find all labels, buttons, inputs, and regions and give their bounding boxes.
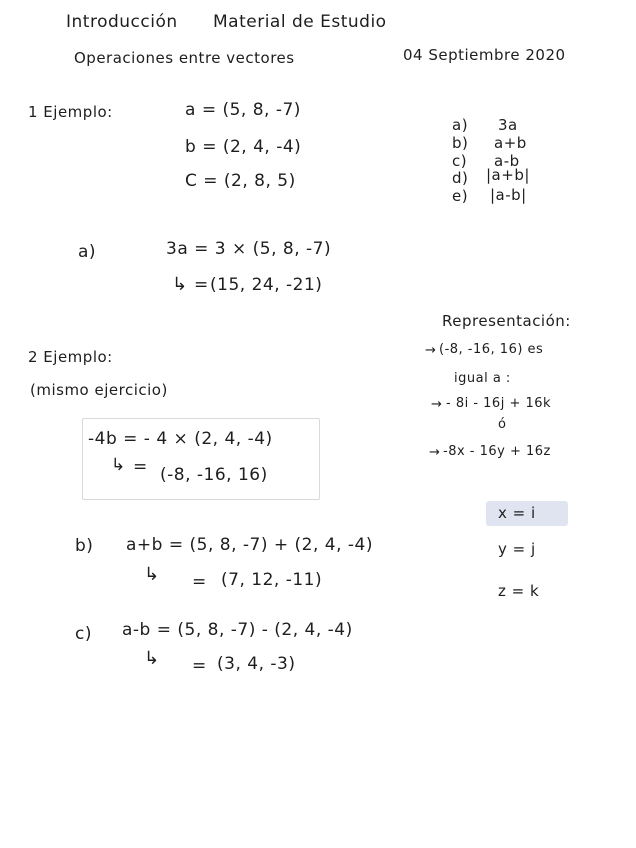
box-line2-eq: = (133, 457, 148, 477)
representation-line1: (-8, -16, 16) es (439, 342, 544, 357)
representation-line5: -8x - 16y + 16z (443, 444, 551, 459)
arrow-icon: → (425, 343, 437, 358)
vector-b: b = (2, 4, -4) (185, 137, 302, 157)
task-expr: |a+b| (486, 166, 530, 184)
vector-c: C = (2, 8, 5) (185, 171, 296, 191)
material-title: Material de Estudio (213, 12, 387, 32)
task-letter: d) (452, 169, 469, 187)
example2-label: 2 Ejemplo: (28, 348, 113, 366)
box-line2: (-8, -16, 16) (160, 465, 268, 485)
task-letter: e) (452, 187, 469, 205)
task-expr: a+b (494, 134, 527, 152)
task-letter: b) (452, 134, 469, 152)
representation-line4: ó (498, 417, 507, 432)
example2-note: (mismo ejercicio) (30, 381, 168, 399)
task-expr: |a-b| (490, 186, 527, 204)
part-b-line2: (7, 12, -11) (221, 570, 323, 590)
arrow-icon: → (431, 397, 443, 412)
vector-a: a = (5, 8, -7) (185, 100, 301, 120)
part-c-line2-eq: = (192, 656, 207, 676)
representation-line3: - 8i - 16j + 16k (446, 396, 552, 411)
representation-title: Representación: (442, 312, 571, 330)
part-c-line2: (3, 4, -3) (217, 654, 296, 674)
representation-line2: igual a : (454, 371, 511, 386)
course-title: Introducción (66, 12, 178, 32)
part-b-line1: a+b = (5, 8, -7) + (2, 4, -4) (126, 535, 373, 555)
example1-label: 1 Ejemplo: (28, 103, 113, 121)
task-expr: 3a (498, 116, 518, 134)
part-b-line2-eq: = (192, 572, 207, 592)
part-c-line1: a-b = (5, 8, -7) - (2, 4, -4) (122, 620, 353, 640)
box-line1: -4b = - 4 × (2, 4, -4) (88, 429, 273, 449)
result-arrow-icon: ↳ (172, 274, 188, 295)
result-arrow-icon: ↳ (144, 564, 160, 585)
task-expr: a-b (494, 152, 520, 170)
result-arrow-icon: ↳ (144, 648, 160, 669)
arrow-icon: → (429, 445, 441, 460)
result-arrow-icon: ↳ (111, 455, 126, 475)
part-a-line2-eq: = (194, 275, 209, 295)
equivalence-x: x = i (498, 504, 536, 522)
task-letter: c) (452, 152, 468, 170)
part-a-line1: 3a = 3 × (5, 8, -7) (166, 239, 332, 259)
part-a-letter: a) (78, 242, 97, 262)
part-c-letter: c) (75, 624, 92, 644)
date-text: 04 Septiembre 2020 (403, 46, 566, 64)
equivalence-z: z = k (498, 582, 540, 600)
topic-title: Operaciones entre vectores (74, 49, 295, 67)
part-b-letter: b) (75, 536, 94, 556)
equivalence-y: y = j (498, 540, 536, 558)
task-letter: a) (452, 116, 469, 134)
part-a-line2: (15, 24, -21) (210, 275, 323, 295)
